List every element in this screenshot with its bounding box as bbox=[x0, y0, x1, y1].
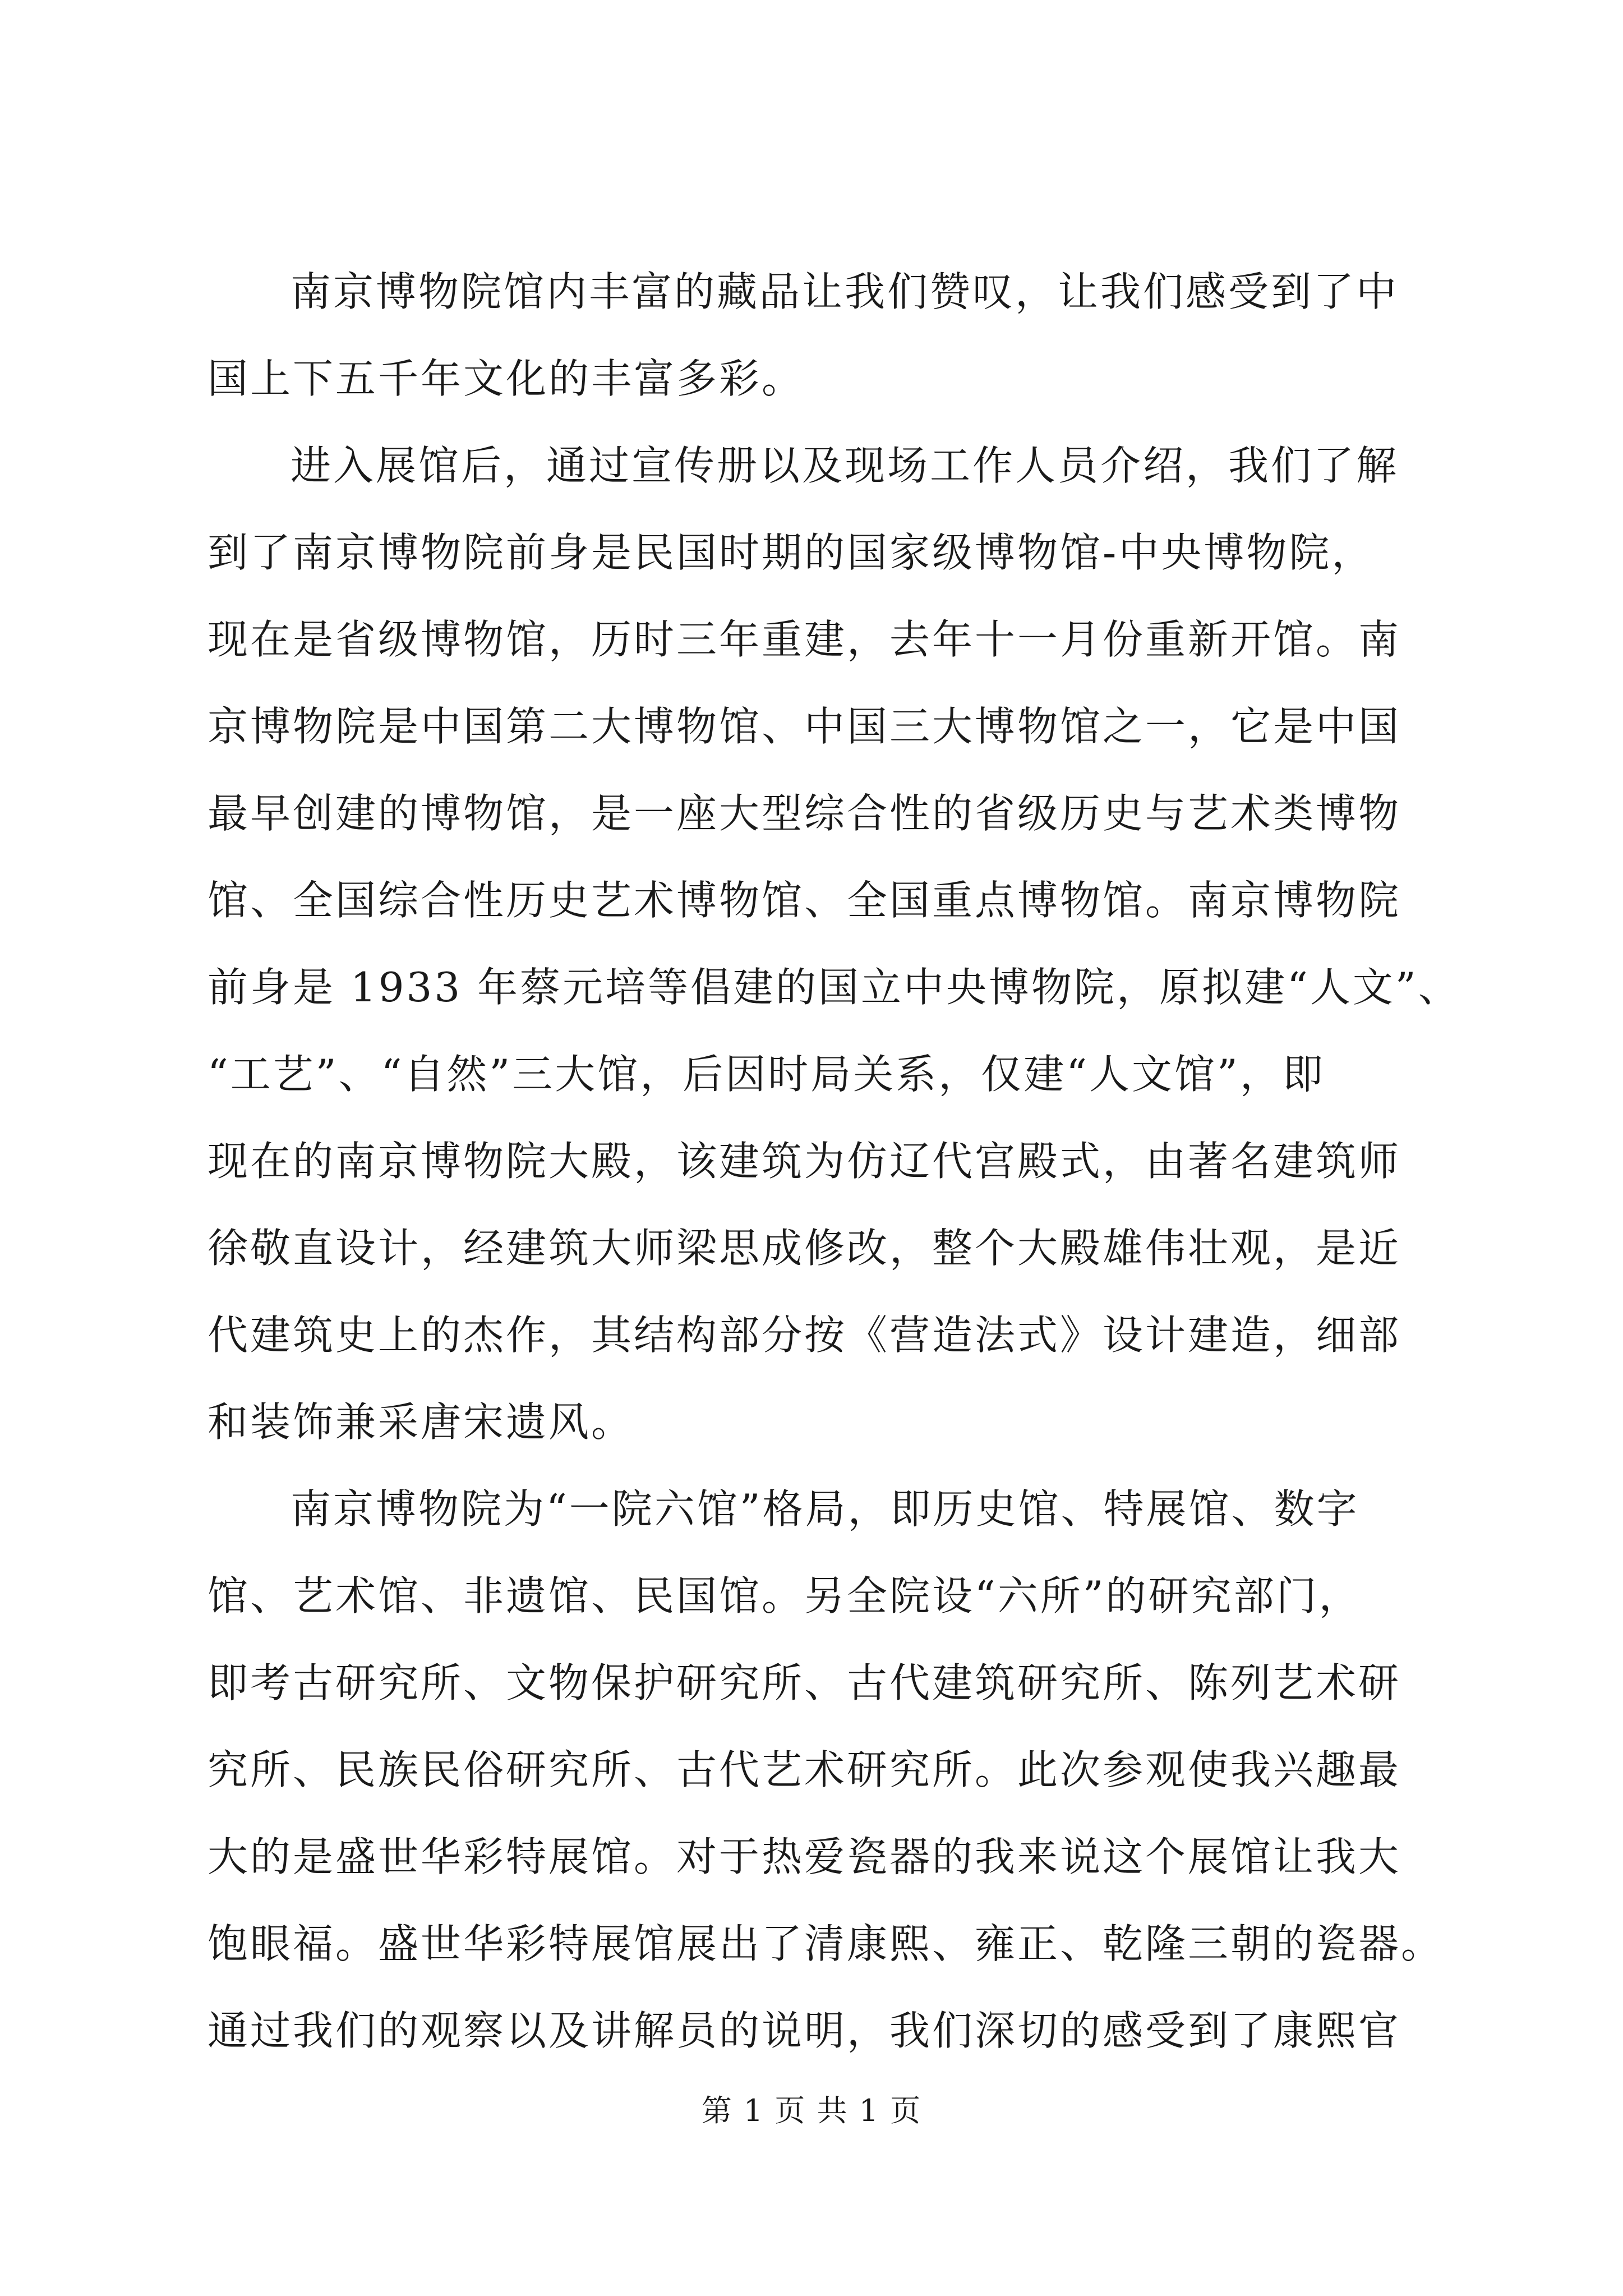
paragraph-3-line-2: 馆、艺术馆、非遗馆、民国馆。另全院设“六所”的研究部门， bbox=[208, 1572, 1362, 1619]
paragraph-2-line-6: 馆、全国综合性历史艺术博物馆、全国重点博物馆。南京博物院 bbox=[208, 877, 1401, 924]
paragraph-1-line-2: 国上下五千年文化的丰富多彩。 bbox=[208, 355, 805, 402]
paragraph-2-line-3: 现在是省级博物馆，历时三年重建，去年十一月份重新开馆。南 bbox=[208, 616, 1401, 663]
paragraph-3-line-1: 南京博物院为“一院六馆”格局，即历史馆、特展馆、数字 bbox=[291, 1485, 1359, 1533]
paragraph-1-line-1: 南京博物院馆内丰富的藏品让我们赞叹，让我们感受到了中 bbox=[291, 268, 1399, 315]
paragraph-3-line-6: 饱眼福。盛世华彩特展馆展出了清康熙、雍正、乾隆三朝的瓷器。 bbox=[208, 1920, 1444, 1967]
paragraph-2-line-9: 现在的南京博物院大殿，该建筑为仿辽代宫殿式，由著名建筑师 bbox=[208, 1138, 1401, 1185]
paragraph-2-line-1: 进入展馆后，通过宣传册以及现场工作人员介绍，我们了解 bbox=[291, 442, 1399, 489]
paragraph-2-line-7: 前身是 1933 年蔡元培等倡建的国立中央博物院，原拟建“人文”、 bbox=[208, 964, 1461, 1011]
paragraph-2-line-12: 和装饰兼采唐宋遗风。 bbox=[208, 1398, 634, 1446]
paragraph-2-line-2: 到了南京博物院前身是民国时期的国家级博物馆-中央博物院， bbox=[208, 529, 1375, 576]
paragraph-3-line-3: 即考古研究所、文物保护研究所、古代建筑研究所、陈列艺术研 bbox=[208, 1659, 1401, 1706]
paragraph-3-line-5: 大的是盛世华彩特展馆。对于热爱瓷器的我来说这个展馆让我大 bbox=[208, 1833, 1401, 1880]
paragraph-2-line-4: 京博物院是中国第二大博物馆、中国三大博物馆之一，它是中国 bbox=[208, 703, 1401, 750]
paragraph-3-line-7: 通过我们的观察以及讲解员的说明，我们深切的感受到了康熙官 bbox=[208, 2007, 1401, 2054]
paragraph-3-line-4: 究所、民族民俗研究所、古代艺术研究所。此次参观使我兴趣最 bbox=[208, 1746, 1401, 1793]
paragraph-2-line-5: 最早创建的博物馆，是一座大型综合性的省级历史与艺术类博物 bbox=[208, 790, 1401, 837]
paragraph-2-line-8: “工艺”、“自然”三大馆，后因时局关系，仅建“人文馆”，即 bbox=[208, 1051, 1325, 1098]
paragraph-2-line-10: 徐敬直设计，经建筑大师梁思成修改，整个大殿雄伟壮观，是近 bbox=[208, 1225, 1401, 1272]
page-number-footer: 第 1 页 共 1 页 bbox=[701, 2093, 922, 2128]
paragraph-2-line-11: 代建筑史上的杰作，其结构部分按《营造法式》设计建造，细部 bbox=[208, 1312, 1401, 1359]
